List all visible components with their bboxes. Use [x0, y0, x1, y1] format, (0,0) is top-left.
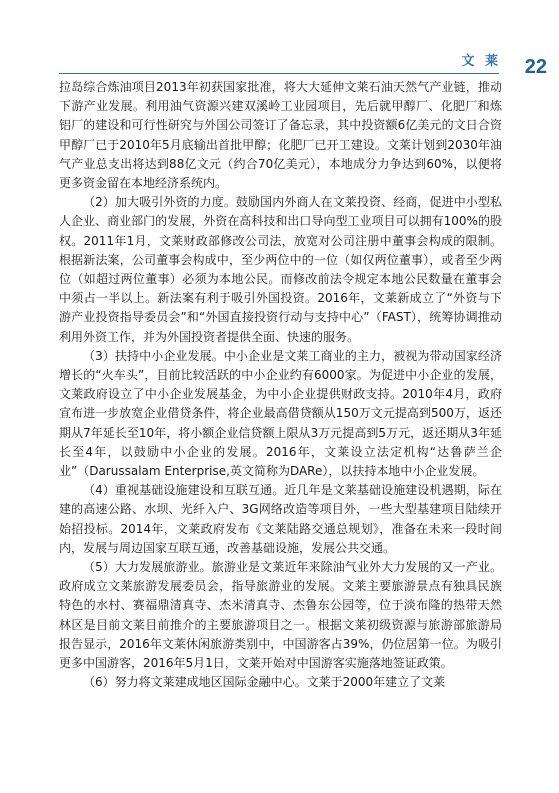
paragraph-tourism: （5）大力发展旅游业。旅游业是文莱近年来除油气业外大力发展的又一产业。政府成立文莱旅游发展委员会，指导旅游业的发展。文莱主要旅游景点有独具民族特色的水村、赛福鼎清真寺、杰米清真寺、杰鲁东公园等，位于淡布隆的热带天然林区是目前文莱目前推介的主要旅游项目之一。根据文莱初级资源与旅游部旅游局报告显示，2016年文莱休闲旅游类别中，中国游客占39%，仍位居第一位。为吸引更多中国游客，2016年5月1日，文莱开始对中国游客实施落地签证政策。: [59, 560, 502, 671]
paragraph-finance-center: （6）努力将文莱建成地区国际金融中心。文莱于2000年建立了文莱: [83, 675, 446, 690]
header-rule: [59, 73, 499, 74]
page-header: [0, 0, 559, 80]
paragraph-sme-support: （3）扶持中小企业发展。中小企业是文莱工商业的主力，被视为带动国家经济增长的“火车头”，目前比较活跃的中小企业约有6000家。为促进中小企业的发展，文莱政府设立了中小企业发展基金，为中小企业提供财政支持。2010年4月，政府宣布进一步放宽企业借贷条件，将企业最高借贷额从150万文元提高到500万，返还期从7年延长至10年，将小额企业信贷额上限从3万元提高到5万元，返还期从3年延长至4年，以鼓励中小企业的发展。2016年，文莱设立法定机构“达鲁萨兰企业”（Darussalam Enterprise,英文简称为DARe），以扶持本地中小企业发展。: [59, 348, 502, 479]
paragraph-foreign-investment: （2）加大吸引外资的力度。鼓励国内外商人在文莱投资、经商，促进中小型私人企业、商业部门的发展，外资在高科技和出口导向型工业项目可以拥有100%的股权。2011年1月，文莱财政部修改公司法，放宽对公司注册中董事会构成的限制。根据新法案，公司董事会构成中，至少两位中的一位（如仅两位董事），或者至少两位（如超过两位董事）必须为本地公民。而修改前法令规定本地公民数量在董事会中须占一半以上。新法案有利于吸引外国投资。2016年，文莱新成立了“外资与下游产业投资指导委员会”和“外国直接投资行动与支持中心”（FAST），统筹协调推动利用外资工作，并为外国投资者提供全面、快速的服务。: [59, 195, 502, 344]
body-text: [59, 78, 502, 693]
paragraph-continued: 拉岛综合炼油项目2013年初获国家批准，将大大延伸文莱石油天然气产业链，推动下游产业发展。利用油气资源兴建双溪岭工业园项目，先后就甲醇厂、化肥厂和炼铝厂的建设和可行性研究与外国公司签订了备忘录，其中投资额6亿美元的文日合资甲醇厂已于2010年5月底输出首批甲醇；化肥厂已开工建设。文莱计划到2030年油气产业总支出将达到88亿文元（约合70亿美元），本地成分力争达到60%，以便将更多资金留在本地经济系统内。: [59, 80, 502, 191]
section-label: 文 莱: [461, 54, 501, 69]
paragraph-infrastructure: （4）重视基础设施建设和互联互通。近几年是文莱基础设施建设机遇期，际在建的高速公路、水坝、光纤入户、3G网络改造等项目外，一些大型基建项目陆续开始招投标。2014年，文莱政府发布《文莱陆路交通总规划》，准备在未来一段时间内，发展与周边国家互联互通，改善基础设施，发展公共交通。: [59, 483, 502, 555]
page-number: 22: [524, 56, 547, 78]
